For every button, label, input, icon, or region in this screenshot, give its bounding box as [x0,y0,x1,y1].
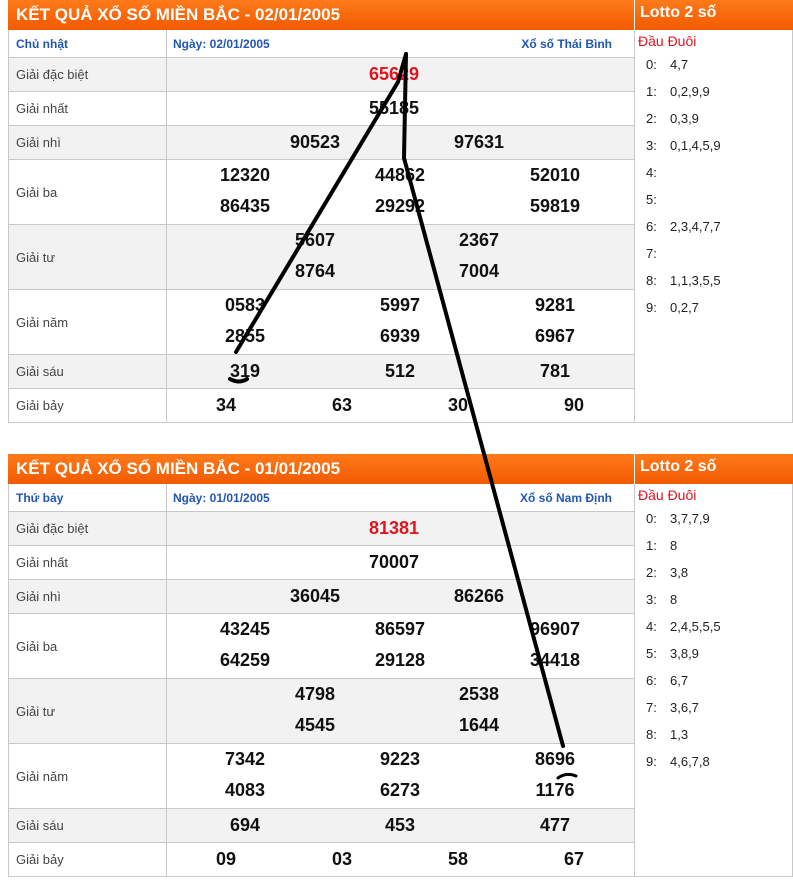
lotto-row [635,186,792,213]
lotto-head: 2: [646,111,657,126]
lotto-tails: 4,7 [670,57,689,72]
prize-row-first [9,546,635,580]
lotto-row [635,721,792,748]
prize-number: 12320 [219,165,271,185]
lotto-head: 5: [646,646,657,661]
prize-row-special [9,512,635,546]
prize-number: 30 [447,395,469,415]
lotto-row [635,613,792,640]
prize-number: 36045 [289,586,341,606]
lotto-head: 6: [646,673,657,688]
prize-number: 70007 [368,552,420,572]
prize-label: Giải nhất [9,546,167,579]
prize-number: 694 [229,815,261,835]
prize-row-third [9,614,635,679]
prize-number: 512 [384,361,416,381]
prize-row-fourth [9,225,635,290]
special-prize-number: 65629 [368,64,420,84]
lotto-tails: 3,6,7 [670,700,699,715]
lotto-head: 0: [646,57,657,72]
lotto-tails: 0,1,4,5,9 [670,138,721,153]
prize-number: 34418 [529,650,581,670]
prize-number: 29128 [374,650,426,670]
prize-number: 477 [539,815,571,835]
panel-header [8,454,793,484]
prize-label: Giải sáu [9,355,167,388]
prize-number: 55185 [368,98,420,118]
lotto-head: 7: [646,246,657,261]
lotto-head: 0: [646,511,657,526]
prize-number: 9223 [379,749,421,769]
weekday-link[interactable]: Thứ bảy [9,484,167,511]
lotto-side-panel [635,484,793,877]
prize-number: 86597 [374,619,426,639]
lotto-tails: 3,8,9 [670,646,699,661]
result-panel-0101 [8,454,793,884]
result-panel-0201 [8,0,793,424]
prize-number: 63 [331,395,353,415]
prize-number: 5607 [294,230,336,250]
lotto-head: 3: [646,138,657,153]
prize-number: 1644 [458,715,500,735]
prize-number: 7004 [458,261,500,281]
prize-number: 52010 [529,165,581,185]
lotto-row [635,532,792,559]
lotto-row [635,267,792,294]
lotto-header: Đầu Đuôi [638,33,697,49]
panel-header [8,0,793,30]
prize-label: Giải tư [9,679,167,743]
prize-number: 29292 [374,196,426,216]
lotto-row [635,213,792,240]
prize-number: 1176 [535,780,575,800]
prize-number: 4798 [294,684,336,704]
lotto-row [635,667,792,694]
prize-number: 34 [215,395,237,415]
lotto-head: 5: [646,192,657,207]
prize-number: 58 [447,849,469,869]
prize-row-fifth [9,290,635,355]
lotto-head: 1: [646,538,657,553]
prize-number: 44862 [374,165,426,185]
prize-label: Giải đặc biệt [9,58,167,91]
special-prize-number: 81381 [368,518,420,538]
lotto-tails: 3,7,7,9 [670,511,710,526]
lotto-head: 8: [646,727,657,742]
prize-label: Giải nhì [9,126,167,159]
lotto-head: 9: [646,754,657,769]
prize-row-fifth [9,744,635,809]
prize-row-fourth [9,679,635,744]
lotto-tails: 0,2,9,9 [670,84,710,99]
lotto-tails: 4,6,7,8 [670,754,710,769]
results-table [8,30,635,423]
prize-number: 5997 [379,295,421,315]
lotto-row [635,748,792,775]
prize-number: 0583 [224,295,266,315]
lotto-row [635,132,792,159]
lotto-head: 4: [646,165,657,180]
lotto-row [635,586,792,613]
prize-label: Giải bảy [9,843,167,876]
info-row [9,484,635,512]
prize-label: Giải năm [9,290,167,354]
lotto-tails: 0,2,7 [670,300,699,315]
province-link[interactable]: Xổ số Nam Định [519,491,612,505]
prize-number: 2538 [458,684,500,704]
prize-row-seventh [9,389,635,423]
prize-label: Giải năm [9,744,167,808]
lotto-head: 3: [646,592,657,607]
prize-number: 09 [215,849,237,869]
prize-number: 2367 [458,230,500,250]
province-link[interactable]: Xổ số Thái Bình [521,37,612,51]
prize-number: 59819 [529,196,581,216]
lotto-tails: 0,3,9 [670,111,699,126]
prize-row-sixth [9,809,635,843]
info-row [9,30,635,58]
lotto-tails: 3,8 [670,565,689,580]
lotto-head: 9: [646,300,657,315]
lotto-row [635,559,792,586]
lotto-header: Đầu Đuôi [638,487,697,503]
prize-number: 7342 [224,749,266,769]
prize-number: 4545 [294,715,336,735]
prize-number: 2855 [224,326,266,346]
prize-row-first [9,92,635,126]
prize-number: 9281 [534,295,576,315]
prize-number: 97631 [453,132,505,152]
lotto-head: 4: [646,619,657,634]
lotto-tails: 6,7 [670,673,689,688]
lotto-head: 1: [646,84,657,99]
lotto-row [635,294,792,321]
prize-number: 319 [229,361,261,381]
lotto-row [635,240,792,267]
lotto-tails: 8 [670,538,678,553]
prize-number: 86266 [453,586,505,606]
prize-row-third [9,160,635,225]
lotto-tails: 2,4,5,5,5 [670,619,721,634]
prize-label: Giải nhất [9,92,167,125]
prize-label: Giải sáu [9,809,167,842]
prize-label: Giải ba [9,614,167,678]
prize-number: 90523 [289,132,341,152]
prize-label: Giải nhì [9,580,167,613]
prize-number: 96907 [529,619,581,639]
prize-number: 6939 [379,326,421,346]
panel-title: KẾT QUẢ XỔ SỐ MIỀN BẮC - 01/01/2005 [8,454,634,484]
prize-number: 86435 [219,196,271,216]
prize-number: 43245 [219,619,271,639]
results-table [8,484,635,877]
prize-row-sixth [9,355,635,389]
prize-label: Giải tư [9,225,167,289]
lotto-head: 6: [646,219,657,234]
prize-number: 4083 [224,780,266,800]
prize-row-second [9,126,635,160]
lotto-row [635,640,792,667]
prize-number: 8696 [534,749,576,769]
prize-row-second [9,580,635,614]
lotto-tails: 1,3 [670,727,689,742]
date-link[interactable]: Ngày: 01/01/2005 [173,491,270,505]
prize-number: 8764 [294,261,336,281]
lotto-row [635,505,792,532]
prize-number: 64259 [219,650,271,670]
lotto-head: 8: [646,273,657,288]
prize-number: 781 [539,361,571,381]
prize-number: 90 [563,395,585,415]
prize-number: 6967 [534,326,576,346]
prize-label: Giải đặc biệt [9,512,167,545]
prize-number: 67 [563,849,585,869]
prize-number: 453 [384,815,416,835]
lotto-head: 7: [646,700,657,715]
lotto-row [635,105,792,132]
lotto-row [635,694,792,721]
prize-label: Giải ba [9,160,167,224]
weekday-link[interactable]: Chủ nhật [9,30,167,57]
lotto-title: Lotto 2 số [635,454,793,484]
lotto-tails: 2,3,4,7,7 [670,219,721,234]
lotto-row [635,51,792,78]
date-link[interactable]: Ngày: 02/01/2005 [173,37,270,51]
prize-row-seventh [9,843,635,877]
lotto-row [635,78,792,105]
prize-label: Giải bảy [9,389,167,422]
lotto-side-panel [635,30,793,423]
lotto-row [635,159,792,186]
lotto-tails: 8 [670,592,678,607]
prize-number: 03 [331,849,353,869]
prize-row-special [9,58,635,92]
panel-title: KẾT QUẢ XỔ SỐ MIỀN BẮC - 02/01/2005 [8,0,634,30]
lotto-tails: 1,1,3,5,5 [670,273,721,288]
prize-number: 6273 [379,780,421,800]
lotto-head: 2: [646,565,657,580]
lotto-title: Lotto 2 số [635,0,793,30]
